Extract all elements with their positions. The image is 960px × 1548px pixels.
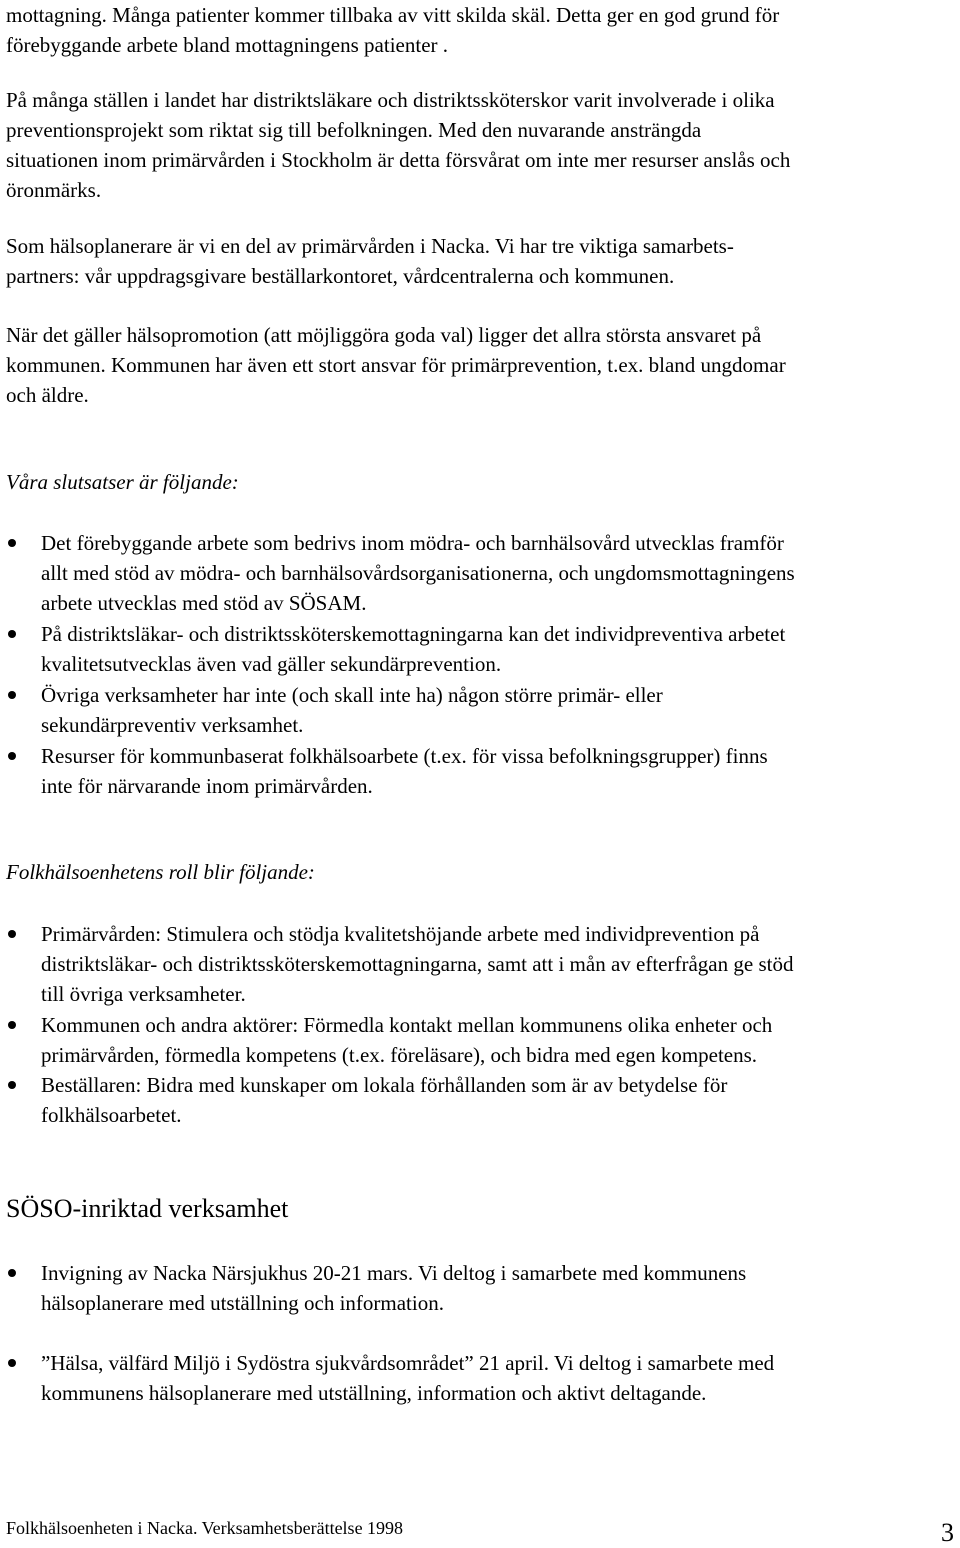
paragraph-intro-4: När det gäller hälsopromotion (att möjliggöra goda val) ligger det allra största ansvaret på kommunen. Kommunen har även ett stort ansvar för primärprevention, t.ex. bland ungdomar och äldre. — [6, 323, 786, 407]
paragraph-intro-1: mottagning. Många patienter kommer tillbaka av vitt skilda skäl. Detta ger en god grund för förebyggande arbete bland mottagningens patienter . — [6, 3, 780, 57]
page-number: 3 — [941, 1518, 954, 1547]
conclusions-heading: Våra slutsatser är följande: — [6, 470, 239, 494]
paragraph-intro-2: På många ställen i landet har distriktsläkare och distriktssköterskor varit involverade i olika preventionsprojekt som riktat sig till befolkningen. Med den nuvarande ansträngda situationen inom primärvården i Stockholm är detta försvårat om inte mer resurser anslås och öronmärks. — [6, 88, 791, 202]
bullet-icon — [8, 930, 16, 938]
bullet-icon — [8, 539, 16, 547]
bullet-icon — [8, 691, 16, 699]
paragraph-intro-3: Som hälsoplanerare är vi en del av primärvården i Nacka. Vi har tre viktiga samarbets- partners: vår uppdragsgivare beställarkontoret, vårdcentralerna och kommunen. — [6, 234, 734, 288]
bullet-icon — [8, 752, 16, 760]
bullet-icon — [8, 1081, 16, 1089]
section-heading: SÖSO-inriktad verksamhet — [6, 1194, 289, 1223]
role-heading: Folkhälsoenhetens roll blir följande: — [6, 860, 315, 884]
bullet-icon — [8, 1269, 16, 1277]
bullet-icon — [8, 1359, 16, 1367]
bullet-icon — [8, 1021, 16, 1029]
bullet-icon — [8, 630, 16, 638]
footer-text: Folkhälsoenheten i Nacka. Verksamhetsberättelse 1998 — [6, 1518, 404, 1538]
